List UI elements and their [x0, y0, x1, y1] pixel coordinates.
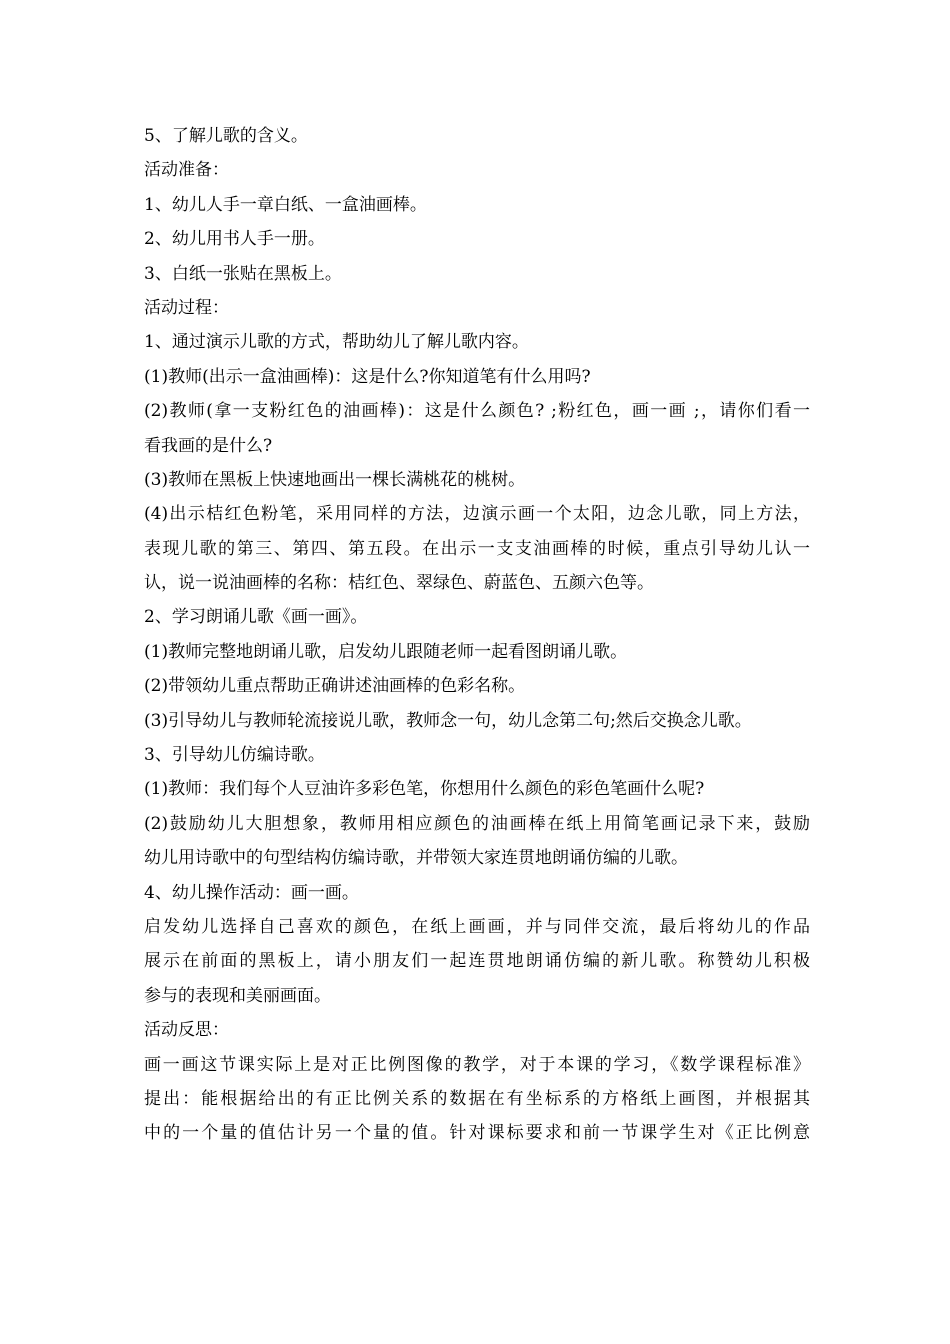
list-item: 4、幼儿操作活动：画一画。	[144, 882, 359, 903]
list-item: (2)带领幼儿重点帮助正确讲述油画棒的色彩名称。	[144, 676, 526, 697]
section-heading: 活动准备：	[144, 160, 229, 181]
paragraph-line: 展示在前面的黑板上，请小朋友们一起连贯地朗诵仿编的新儿歌。称赞幼儿积极	[144, 951, 810, 972]
list-item: (3)引导幼儿与教师轮流接说儿歌，教师念一句，幼儿念第二句;然后交换念儿歌。	[144, 710, 752, 731]
paragraph-line: 画一画这节课实际上是对正比例图像的教学，对于本课的学习，《数学课程标准》	[144, 1054, 810, 1075]
paragraph-line: 提出：能根据给出的有正比例关系的数据在有坐标系的方格纸上画图，并根据其	[144, 1088, 810, 1109]
list-item: 2、幼儿用书人手一册。	[144, 229, 325, 250]
list-item: (1)教师：我们每个人豆油许多彩色笔，你想用什么颜色的彩色笔画什么呢?	[144, 779, 705, 800]
paragraph-line: 表现儿歌的第三、第四、第五段。在出示一支支油画棒的时候，重点引导幼儿认一	[144, 538, 810, 559]
paragraph-line: 认，说一说油画棒的名称：桔红色、翠绿色、蔚蓝色、五颜六色等。	[144, 573, 654, 594]
list-item: (1)教师完整地朗诵儿歌，启发幼儿跟随老师一起看图朗诵儿歌。	[144, 641, 628, 662]
list-item: 3、引导幼儿仿编诗歌。	[144, 745, 325, 766]
list-item: (1)教师(出示一盒油画棒)：这是什么?你知道笔有什么用吗?	[144, 366, 591, 387]
list-item: 5、了解儿歌的含义。	[144, 126, 308, 146]
list-item: 2、学习朗诵儿歌《画一画》。	[144, 607, 368, 628]
paragraph-line: (2)教师(拿一支粉红色的油画棒)：这是什么颜色? ;粉红色，画一画 ;，请你们看一	[144, 401, 810, 422]
document-body	[144, 119, 810, 1151]
section-heading: 活动过程：	[144, 297, 229, 318]
list-item: (3)教师在黑板上快速地画出一棵长满桃花的桃树。	[144, 469, 526, 490]
paragraph-line: (4)出示桔红色粉笔，采用同样的方法，边演示画一个太阳，边念儿歌，同上方法，	[144, 504, 810, 525]
list-item: 3、白纸一张贴在黑板上。	[144, 263, 342, 284]
paragraph-line: (2)鼓励幼儿大胆想象，教师用相应颜色的油画棒在纸上用简笔画记录下来，鼓励	[144, 813, 810, 834]
section-heading: 活动反思：	[144, 1020, 229, 1041]
paragraph-line: 参与的表现和美丽画面。	[144, 985, 331, 1006]
paragraph-line: 幼儿用诗歌中的句型结构仿编诗歌，并带领大家连贯地朗诵仿编的儿歌。	[144, 848, 688, 869]
paragraph-line: 中的一个量的值估计另一个量的值。针对课标要求和前一节课学生对《正比例意	[144, 1123, 810, 1144]
paragraph-line: 启发幼儿选择自己喜欢的颜色，在纸上画画，并与同伴交流，最后将幼儿的作品	[144, 916, 810, 937]
list-item: 1、幼儿人手一章白纸、一盒油画棒。	[144, 194, 427, 215]
list-item: 1、通过演示儿歌的方式，帮助幼儿了解儿歌内容。	[144, 332, 529, 353]
paragraph-line: 看我画的是什么?	[144, 435, 273, 456]
